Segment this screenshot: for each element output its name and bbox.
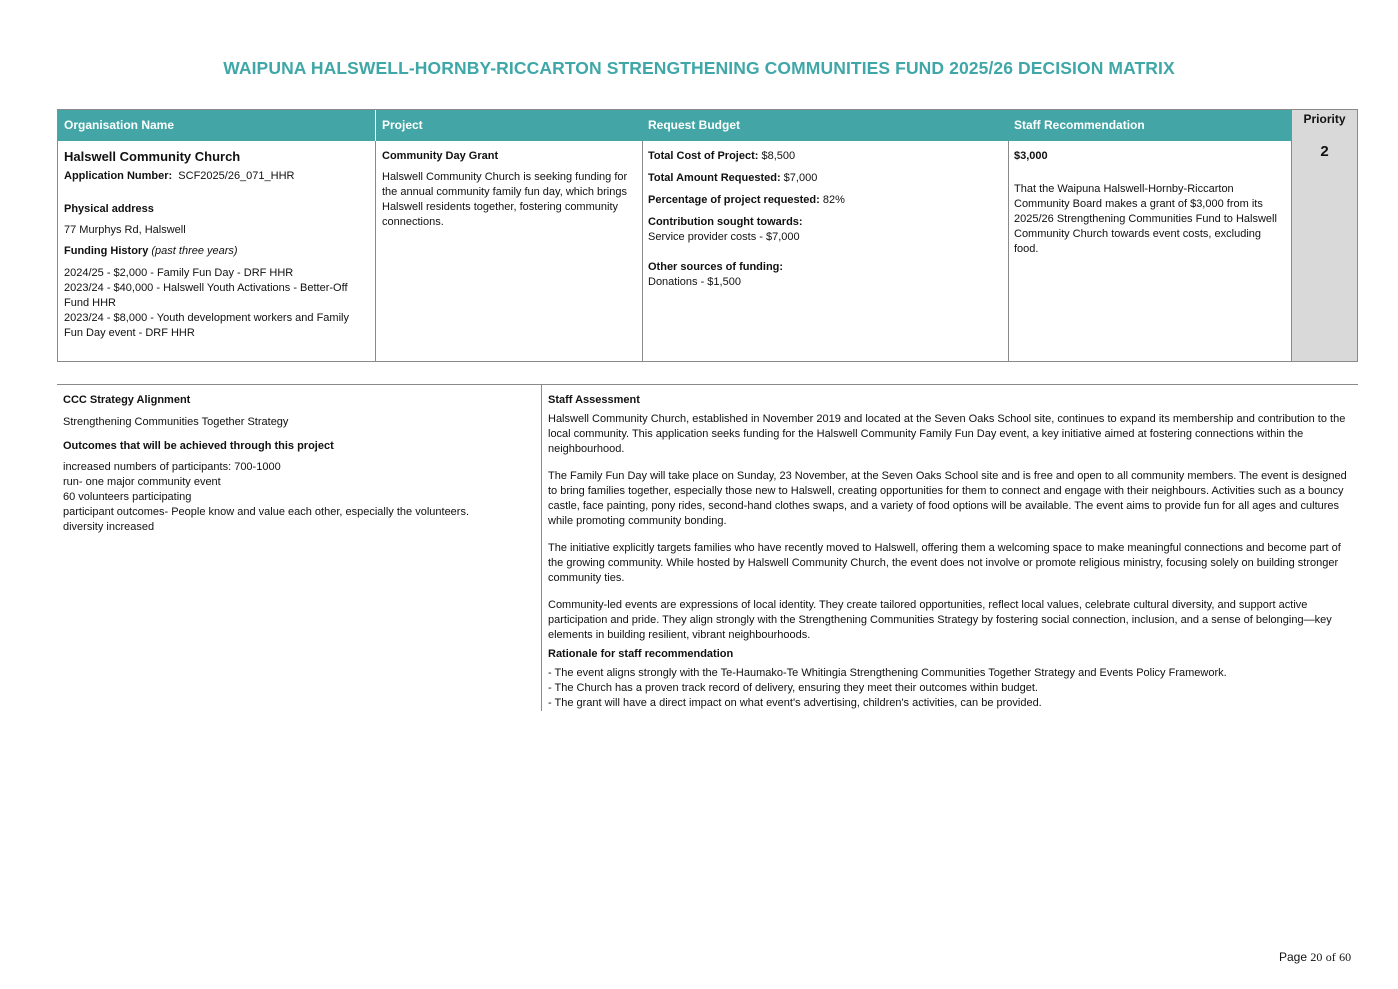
project-description: Halswell Community Church is seeking funding for the annual community family fun day, which brings Halswell residents together, fostering community connections. — [382, 171, 628, 228]
column-divider — [642, 141, 643, 361]
decision-matrix-table — [57, 109, 1358, 362]
assessment-heading: Staff Assessment — [548, 394, 640, 406]
application-number: Application Number: SCF2025/26_071_HHR — [64, 170, 295, 182]
assessment-section — [57, 384, 1358, 711]
rationale-item: - The Church has a proven track record of delivery, ensuring they meet their outcomes within budget. — [548, 682, 1038, 694]
outcome-item: 60 volunteers participating — [63, 491, 192, 503]
column-divider — [375, 141, 376, 361]
recommendation-cell — [1014, 141, 1288, 257]
recommended-amount: $3,000 — [1014, 150, 1048, 162]
amount-requested: Total Amount Requested: $7,000 — [648, 172, 818, 184]
project-cell — [382, 141, 640, 230]
funding-history-item: 2023/24 - $8,000 - Youth development workers and Family Fun Day event - DRF HHR — [64, 312, 349, 339]
page-number: Page 20 of 60 — [1279, 950, 1352, 964]
other-funding-value: Donations - $1,500 — [648, 276, 741, 288]
recommendation-text: That the Waipuna Halswell-Hornby-Riccarton Community Board makes a grant of $3,000 from its 2025/26 Strengthening Communities Fund to Halswell Community Church towards event costs, excluding food. — [1014, 183, 1277, 255]
header-project: Project — [376, 110, 642, 141]
total-cost: Total Cost of Project: $8,500 — [648, 150, 796, 162]
document-title: WAIPUNA HALSWELL-HORNBY-RICCARTON STRENGTHENING COMMUNITIES FUND 2025/26 DECISION MATRIX — [223, 58, 1175, 78]
staff-assessment — [548, 393, 1356, 711]
priority-value: 2 — [1320, 143, 1329, 160]
column-divider — [541, 385, 542, 711]
physical-address-label: Physical address — [64, 203, 154, 215]
assessment-paragraph: The Family Fun Day will take place on Sunday, 23 November, at the Seven Oaks School site and is free and open to all community members. The event is designed to bring families together, especially those new to Halswell, creating opportunities for them to connect and engage with their neighbours. Activities such as a bouncy castle, face painting, pony rides, second-hand clothes swaps, and a variety of food options will be available. The event aims to provide fun for all ages and cultures while promoting community bonding. — [548, 470, 1347, 527]
project-name: Community Day Grant — [382, 150, 499, 162]
rationale-heading: Rationale for staff recommendation — [548, 648, 734, 660]
organisation-name: Halswell Community Church — [64, 149, 241, 164]
rationale-item: - The event aligns strongly with the Te-Haumako-Te Whitingia Strengthening Communities Together Strategy and Events Policy Framework. — [548, 667, 1227, 679]
percentage-requested: Percentage of project requested: 82% — [648, 194, 845, 206]
header-organisation-name: Organisation Name — [58, 110, 375, 141]
assessment-paragraph: Halswell Community Church, established in November 2019 and located at the Seven Oaks School site, continues to expand its membership and contribution to the local community. This application seeks funding for the Halswell Community Family Fun Day event, a key initiative aimed at fostering connections within the neighbourhood. — [548, 413, 1346, 455]
other-funding-label: Other sources of funding: — [648, 261, 784, 273]
outcome-item: increased numbers of participants: 700-1000 — [63, 461, 281, 473]
strategy-heading: CCC Strategy Alignment — [63, 394, 191, 406]
header-priority: Priority — [1303, 112, 1346, 126]
outcomes-heading: Outcomes that will be achieved through this project — [63, 440, 334, 452]
outcome-item: run- one major community event — [63, 476, 221, 488]
assessment-paragraph: The initiative explicitly targets families who have recently moved to Halswell, offering them a welcoming space to make meaningful connections and become part of the growing community. While hosted by Halswell Community Church, the event does not involve or promote religious ministry, focusing solely on building stronger community ties. — [548, 542, 1341, 584]
contribution-label: Contribution sought towards: — [648, 216, 803, 228]
strategy-alignment — [63, 393, 533, 535]
outcome-item: diversity increased — [63, 521, 155, 533]
contribution-value: Service provider costs - $7,000 — [648, 231, 800, 243]
organisation-cell — [64, 141, 369, 341]
funding-history-label: Funding History (past three years) — [64, 245, 238, 257]
funding-history-item: 2023/24 - $40,000 - Halswell Youth Activations - Better-Off Fund HHR — [64, 282, 348, 309]
header-staff-recommendation: Staff Recommendation — [1008, 110, 1291, 141]
funding-history-item: 2024/25 - $2,000 - Family Fun Day - DRF HHR — [64, 267, 294, 279]
section-divider — [57, 384, 1358, 385]
outcome-item: participant outcomes- People know and value each other, especially the volunteers. — [63, 506, 470, 518]
rationale-item: - The grant will have a direct impact on what event's advertising, children's activities, can be provided. — [548, 697, 1042, 709]
strategy-name: Strengthening Communities Together Strategy — [63, 416, 289, 428]
assessment-paragraph: Community-led events are expressions of local identity. They create tailored opportunities, reflect local values, celebrate cultural diversity, and support active participation and pride. They align strongly with the Strengthening Communities Strategy by fostering social connection, inclusion, and a sense of belonging—key elements in building resilient, vibrant neighbourhoods. — [548, 599, 1332, 641]
column-divider — [1008, 141, 1009, 361]
header-request-budget: Request Budget — [642, 110, 1008, 141]
budget-cell — [648, 141, 1003, 290]
physical-address: 77 Murphys Rd, Halswell — [64, 224, 186, 236]
priority-column — [1291, 110, 1357, 361]
